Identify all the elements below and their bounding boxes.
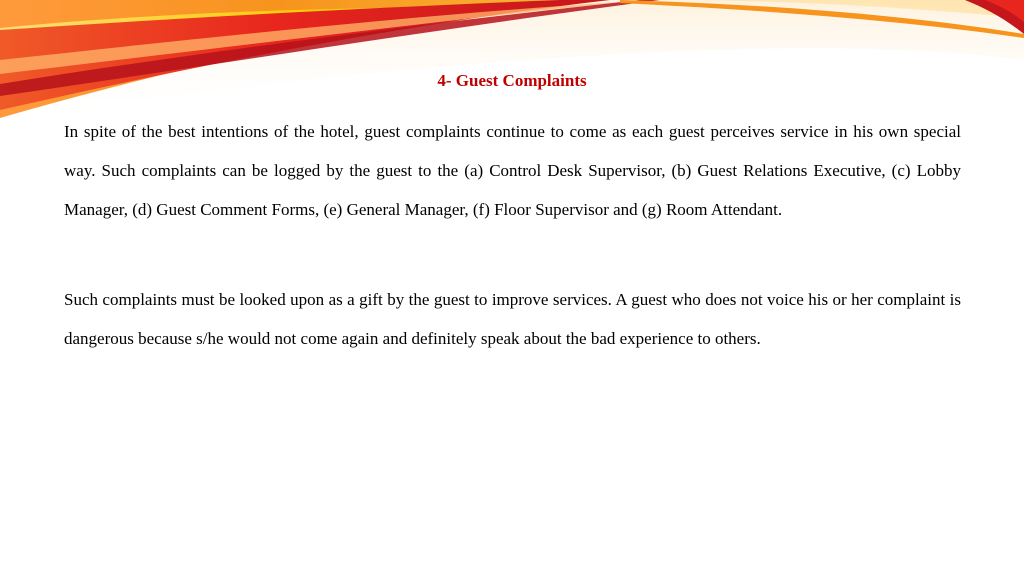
- slide-title: 4- Guest Complaints: [437, 71, 587, 90]
- paragraph-guest-complaints-intro: In spite of the best intentions of the hotel, guest complaints continue to come as each guest perceives service in his own special way. Such complaints can be logged by the guest to the (a) Control Desk Supervisor, (b) Guest Relations Executive, (c) Lobby Manager, (d) Guest Comment Forms, (e) General Manager, (f) Floor Supervisor and (g) Room Attendant.: [64, 122, 961, 219]
- decorative-swoosh-banner: [0, 0, 1024, 130]
- paragraph-complaints-as-gift: Such complaints must be looked upon as a gift by the guest to improve services. A guest who does not voice his or her complaint is dangerous because s/he would not come again and definitely speak about the bad experience to others.: [64, 290, 961, 348]
